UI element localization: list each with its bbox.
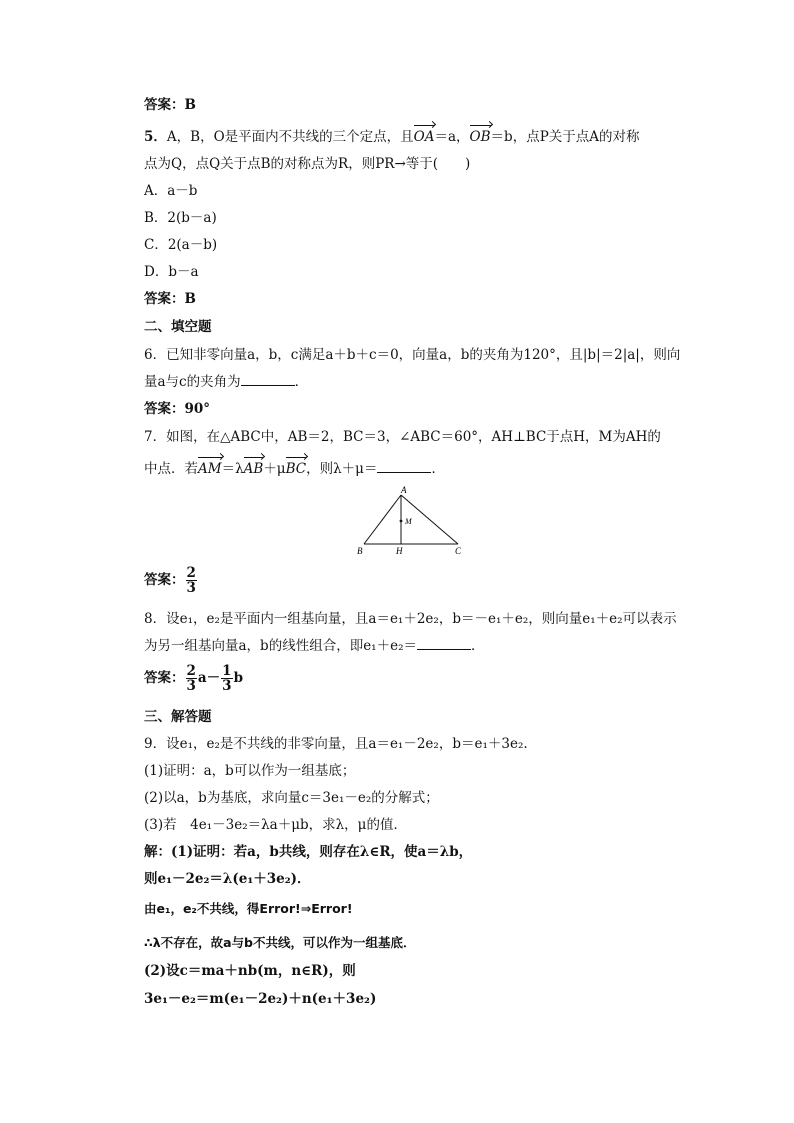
- q5-option-a: A．a－b: [144, 183, 198, 199]
- q7-answer: [144, 566, 198, 595]
- q7-answer-label: 答案：: [144, 572, 185, 588]
- q9-solution-3: 由e₁，e₂不共线，得Error!⇒Error!: [144, 901, 353, 916]
- q5-text-a: A，B，O是平面内不共线的三个定点，且: [166, 129, 414, 145]
- q9-part2: (2)以a，b为基底，求向量c＝3e₁－e₂的分解式；: [144, 790, 439, 806]
- side-ab: [364, 495, 401, 544]
- q6-line2: [144, 373, 308, 391]
- q7-text-a: 中点．若: [144, 461, 198, 477]
- q8-answer-label: 答案：: [144, 670, 185, 686]
- q8-end: ．: [471, 638, 485, 654]
- q8-text: 为另一组基向量a，b的线性组合，即e₁＋e₂＝: [144, 638, 417, 654]
- vector-am: AM: [198, 461, 222, 477]
- q8-answer-mid: a－: [197, 670, 221, 686]
- numerator: 2: [186, 565, 196, 581]
- q7-mid2: ＋μ: [263, 461, 286, 477]
- answer-blank: [417, 637, 471, 650]
- numerator: 2: [186, 663, 196, 679]
- vector-oa: OA: [413, 129, 435, 145]
- q9-line1: 9．设e₁，e₂是不共线的非零向量，且a＝e₁－2e₂，b＝e₁＋3e₂.: [144, 736, 528, 752]
- triangle-figure: [355, 484, 475, 558]
- label-b: B: [357, 546, 363, 556]
- q9-solution-6: 3e₁－e₂＝m(e₁－2e₂)＋n(e₁＋3e₂): [144, 991, 377, 1007]
- label-c: C: [455, 546, 462, 556]
- fraction: [186, 664, 197, 693]
- q7-line2: [144, 460, 445, 478]
- q5-option-c: C．2(a－b): [144, 237, 218, 253]
- q9-solution-5: (2)设c＝ma＋nb(m，n∈R)，则: [144, 963, 356, 979]
- q7-line1: 7．如图，在△ABC中，AB＝2，BC＝3，∠ABC＝60°，AH⊥BC于点H，M为AH的: [144, 429, 661, 445]
- vector-ab: AB: [243, 461, 264, 477]
- q6-line1: 6．已知非零向量a，b，c满足a＋b＋c＝0，向量a，b的夹角为120°，且|b|＝2|a|，则向: [144, 347, 681, 363]
- q8-line1: 8．设e₁，e₂是平面内一组基向量，且a＝e₁＋2e₂，b＝－e₁＋e₂，则向量e₁＋e₂可以表示: [144, 611, 677, 627]
- vector-bc: BC: [285, 461, 307, 477]
- q9-part3: (3)若 4e₁－3e₂＝λa＋μb，求λ，μ的值．: [144, 817, 407, 833]
- q5-line1: [144, 128, 640, 146]
- answer-blank: [377, 460, 431, 473]
- q8-answer: [144, 664, 243, 693]
- q9-solution-4: ∴λ不存在，故a与b不共线，可以作为一组基底．: [144, 935, 416, 950]
- q5-line2: 点为Q，点Q关于点B的对称点为R，则PR→等于( ): [144, 156, 471, 172]
- label-h: H: [396, 546, 403, 556]
- label-a: A: [401, 485, 407, 495]
- q7-end: ．: [431, 461, 445, 477]
- q6-text: 量a与c的夹角为: [144, 374, 241, 390]
- vector-ob: OB: [469, 129, 491, 145]
- q5-eq-b: ＝b，点P关于点A的对称: [490, 129, 640, 145]
- q4-answer: 答案：B: [144, 97, 196, 113]
- q8-answer-tail: b: [233, 670, 244, 686]
- q9-solution-2: 则e₁－2e₂＝λ(e₁＋3e₂)．: [144, 871, 311, 887]
- section-solutions: 三、解答题: [144, 709, 212, 725]
- midpoint-m: [400, 520, 403, 523]
- q6-end: ．: [294, 374, 309, 390]
- section-fill-in: 二、填空题: [144, 319, 212, 335]
- denominator: 3: [222, 678, 232, 694]
- q5-answer: 答案：B: [144, 291, 196, 307]
- q9-part1: (1)证明：a，b可以作为一组基底；: [144, 763, 356, 779]
- denominator: 3: [186, 580, 196, 596]
- answer-blank: [241, 373, 295, 386]
- q5-number: 5．: [144, 129, 167, 145]
- fraction: [186, 566, 197, 595]
- q7-mid1: ＝λ: [221, 461, 244, 477]
- q5-eq-a: ＝a，: [434, 129, 470, 145]
- numerator: 1: [222, 663, 232, 679]
- q9-solution-1: 解：(1)证明：若a，b共线，则存在λ∈R，使a＝λb，: [144, 844, 473, 860]
- fraction: [221, 664, 232, 693]
- label-m: M: [405, 517, 412, 526]
- q5-option-d: D．b－a: [144, 264, 199, 280]
- denominator: 3: [186, 678, 196, 694]
- q5-option-b: B．2(b－a): [144, 210, 217, 226]
- q7-text-b: ，则λ＋μ＝: [306, 461, 378, 477]
- q8-line2: [144, 637, 485, 655]
- q6-answer: 答案：90°: [144, 401, 211, 417]
